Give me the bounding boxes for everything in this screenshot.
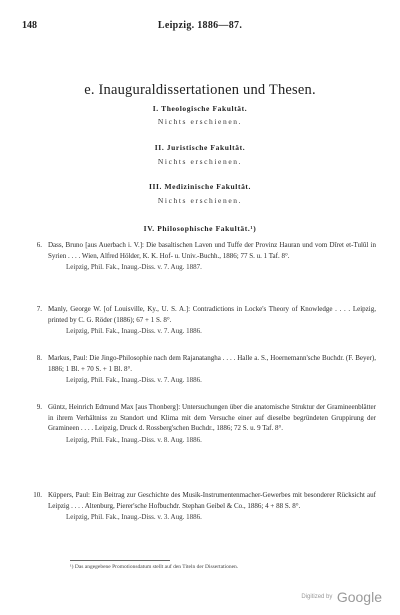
faculty-heading-theology: I. Theologische Fakultät. — [152, 104, 248, 113]
entry-citation: Güntz, Heinrich Edmund Max [aus Thonberg]: Untersuchungen über die anatomische Struktur der Gramineenblätter in ihrem Verhältniss zu Standort und Klima mit dem Versuche einer auf dieselbe begründeten Gruppirung der Gramineen . . . . Leipzig, Druck d. Rossberg'schen Buchdr., 1886; 72 S. u. 9 Taf. 8°. — [48, 403, 376, 432]
entry-degree-note: Leipzig, Phil. Fak., Inaug.-Diss. v. 8. Aug. 1886. — [66, 435, 202, 444]
entry-degree-note: Leipzig, Phil. Fak., Inaug.-Diss. v. 7. Aug. 1887. — [66, 263, 202, 271]
entry-number: 8. — [36, 354, 42, 362]
faculty-note-theology: Nichts erschienen. — [157, 117, 243, 126]
faculty-heading-medicine: III. Medizinische Fakultät. — [148, 182, 252, 191]
faculty-heading-law: II. Juristische Fakultät. — [154, 143, 246, 152]
entry-citation: Küppers, Paul: Ein Beitrag zur Geschichte des Musik-Instrumentenmacher-Gewerbes mit besonderer Rücksicht auf Leipzig . . . . Altenburg, Pierer'sche Hofbuchdr. Stephan Geibel & Co., 1886; 4 + 88 S. 8°. — [48, 491, 376, 510]
footnote: ¹) Das angegebene Promotionsdatum stellt auf den Titeln der Dissertationen. — [70, 564, 239, 570]
entry-number: 6. — [36, 241, 42, 249]
watermark-prefix: Digitized by — [301, 593, 333, 600]
faculty-heading-philosophy: IV. Philosophische Fakultät.¹) — [143, 224, 257, 233]
entry-number: 7. — [36, 305, 42, 313]
section-title: e. Inauguraldissertationen und Thesen. — [84, 82, 316, 98]
entry-citation: Markus, Paul: Die Jingo-Philosophie nach dem Rajanatangha . . . . Halle a. S., Hoernemann'sche Buchdr. (F. Beyer), 1886; 1 Bl. + 70 S. + 1 Bl. 8°. — [48, 354, 376, 373]
running-header: Leipzig. 1886—87. — [157, 20, 243, 31]
entry-degree-note: Leipzig, Phil. Fak., Inaug.-Diss. v. 3. Aug. 1886. — [66, 513, 202, 521]
entry-citation: Manly, George W. [of Louisville, Ky., U. S. A.]: Contradictions in Locke's Theory of Knowledge . . . . Leipzig, printed by C. G. Röder (1886); 67 + 1 S. 8°. — [48, 305, 376, 324]
page-number: 148 — [22, 20, 37, 31]
entry-degree-note: Leipzig, Phil. Fak., Inaug.-Diss. v. 7. Aug. 1886. — [66, 376, 202, 384]
faculty-note-law: Nichts erschienen. — [157, 157, 243, 166]
entry-citation: Dass, Bruno [aus Auerbach i. V.]: Die basaltischen Laven und Tuffe der Provinz Hauran und vom Dîret et-Tulûl in Syrien . . . . Wien, Alfred Hölder, K. K. Hof- u. Univ.-Buchh., 1886; 77 S. u. 1 Taf. 8°. — [48, 241, 376, 260]
footnote-rule — [70, 560, 170, 561]
faculty-note-medicine: Nichts erschienen. — [157, 196, 243, 205]
entry-number: 9. — [36, 403, 42, 411]
entry-degree-note: Leipzig, Phil. Fak., Inaug.-Diss. v. 7. Aug. 1886. — [66, 327, 202, 335]
digitized-watermark — [301, 588, 382, 606]
entry-number: 10. — [33, 491, 42, 499]
google-logo: Google — [336, 588, 382, 605]
